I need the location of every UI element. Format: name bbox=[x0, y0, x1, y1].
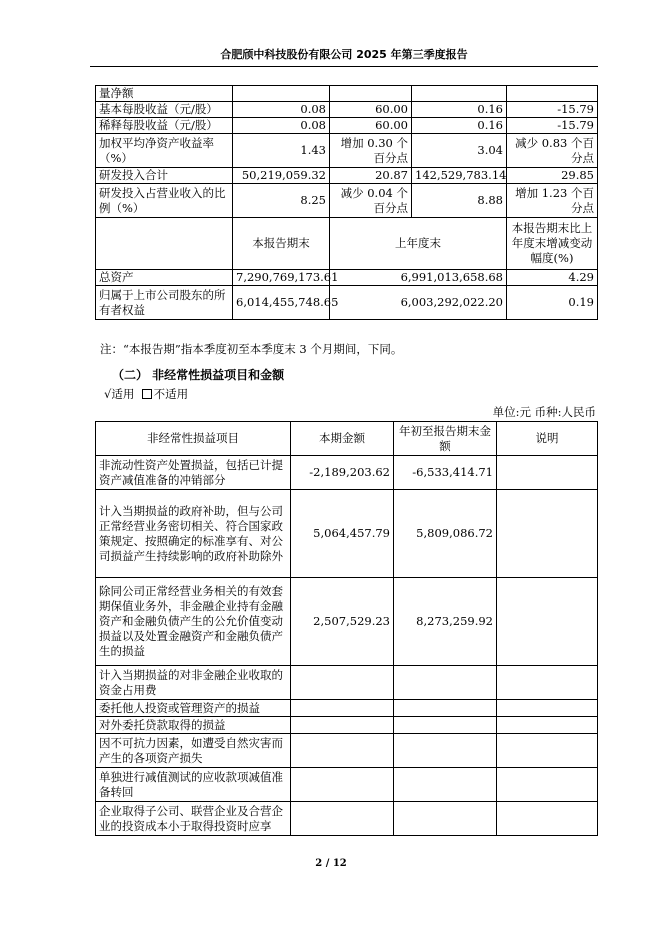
cell: 50,219,059.32 bbox=[233, 168, 330, 184]
table-row bbox=[96, 802, 598, 836]
table-header-row bbox=[96, 422, 598, 456]
cell bbox=[497, 717, 598, 734]
row-label: 总资产 bbox=[96, 270, 233, 286]
cell: 20.87 bbox=[330, 168, 412, 184]
cell: 6,003,292,022.20 bbox=[330, 286, 507, 320]
page-number: 2 / 12 bbox=[315, 858, 347, 869]
cell bbox=[233, 86, 330, 102]
item-cell: 委托他人投资或管理资产的损益 bbox=[96, 700, 291, 717]
column-header-note: 说明 bbox=[497, 422, 598, 456]
not-applicable-label: 不适用 bbox=[153, 387, 189, 401]
cell: 2,507,529.23 bbox=[291, 578, 394, 666]
cell: 5,064,457.79 bbox=[291, 490, 394, 578]
financial-indicators-table bbox=[95, 85, 598, 320]
cell bbox=[291, 717, 394, 734]
cell bbox=[96, 218, 233, 270]
cell bbox=[507, 86, 598, 102]
cell bbox=[497, 666, 598, 700]
cell bbox=[291, 802, 394, 836]
column-header-change: 本报告期末比上年度末增减变动幅度(%) bbox=[507, 218, 598, 270]
cell bbox=[497, 578, 598, 666]
table-note: 注：“本报告期”指本季度初至本季度末 3 个月期间，下同。 bbox=[100, 342, 403, 356]
cell: 7,290,769,173.61 bbox=[233, 270, 330, 286]
cell: 减少 0.04 个百分点 bbox=[330, 184, 412, 218]
item-cell: 计入当期损益的对非金融企业收取的资金占用费 bbox=[96, 666, 291, 700]
item-cell: 企业取得子公司、联营企业及合营企业的投资成本小于取得投资时应享 bbox=[96, 802, 291, 836]
cell: 0.16 bbox=[412, 118, 507, 134]
cell bbox=[394, 666, 497, 700]
table-row bbox=[96, 456, 598, 490]
item-cell: 单独进行减值测试的应收款项减值准备转回 bbox=[96, 768, 291, 802]
row-label: 量净额 bbox=[96, 86, 233, 102]
cell: -6,533,414.71 bbox=[394, 456, 497, 490]
cell: 减少 0.83 个百分点 bbox=[507, 134, 598, 168]
table-row bbox=[96, 134, 598, 168]
table-row bbox=[96, 717, 598, 734]
non-recurring-items-table bbox=[95, 421, 598, 836]
row-label: 基本每股收益（元/股） bbox=[96, 102, 233, 118]
cell bbox=[497, 734, 598, 768]
cell: 3.04 bbox=[412, 134, 507, 168]
cell bbox=[291, 768, 394, 802]
column-header-prior: 上年度末 bbox=[330, 218, 507, 270]
cell bbox=[394, 768, 497, 802]
table-row bbox=[96, 768, 598, 802]
cell: 0.08 bbox=[233, 102, 330, 118]
cell bbox=[394, 717, 497, 734]
cell: 29.85 bbox=[507, 168, 598, 184]
table-row bbox=[96, 286, 598, 320]
table-row bbox=[96, 734, 598, 768]
cell: 5,809,086.72 bbox=[394, 490, 497, 578]
item-cell: 对外委托贷款取得的损益 bbox=[96, 717, 291, 734]
cell bbox=[497, 490, 598, 578]
table-row bbox=[96, 578, 598, 666]
cell: 6,014,455,748.65 bbox=[233, 286, 330, 320]
table-row bbox=[96, 490, 598, 578]
column-header-current: 本期金额 bbox=[291, 422, 394, 456]
cell bbox=[497, 700, 598, 717]
cell: 0.19 bbox=[507, 286, 598, 320]
cell bbox=[330, 86, 412, 102]
item-cell: 除同公司正常经营业务相关的有效套期保值业务外，非金融企业持有金融资产和金融负债产生的公允价值变动损益以及处置金融资产和金融负债产生的损益 bbox=[96, 578, 291, 666]
cell: 0.16 bbox=[412, 102, 507, 118]
cell bbox=[394, 700, 497, 717]
cell: 0.08 bbox=[233, 118, 330, 134]
item-cell: 非流动性资产处置损益，包括已计提资产减值准备的冲销部分 bbox=[96, 456, 291, 490]
column-header-item: 非经常性损益项目 bbox=[96, 422, 291, 456]
column-header-current: 本报告期末 bbox=[233, 218, 330, 270]
row-label: 归属于上市公司股东的所有者权益 bbox=[96, 286, 233, 320]
cell: 1.43 bbox=[233, 134, 330, 168]
applicable-checked-label: √适用 bbox=[104, 387, 135, 401]
table-row bbox=[96, 270, 598, 286]
table-row bbox=[96, 168, 598, 184]
applicability-options bbox=[104, 386, 188, 402]
page-header: 合肥颀中科技股份有限公司 2025 年第三季度报告 bbox=[90, 46, 598, 67]
table-row bbox=[96, 700, 598, 717]
cell: 142,529,783.14 bbox=[412, 168, 507, 184]
cell: 8.88 bbox=[412, 184, 507, 218]
cell: -15.79 bbox=[507, 118, 598, 134]
cell bbox=[291, 734, 394, 768]
row-label: 研发投入合计 bbox=[96, 168, 233, 184]
item-cell: 计入当期损益的政府补助，但与公司正常经营业务密切相关、符合国家政策规定、按照确定的标准享有、对公司损益产生持续影响的政府补助除外 bbox=[96, 490, 291, 578]
cell: 增加 1.23 个百分点 bbox=[507, 184, 598, 218]
row-label: 加权平均净资产收益率（%） bbox=[96, 134, 233, 168]
cell bbox=[412, 86, 507, 102]
cell bbox=[291, 700, 394, 717]
table-row bbox=[96, 666, 598, 700]
row-label: 研发投入占营业收入的比例（%） bbox=[96, 184, 233, 218]
table-subheader-row bbox=[96, 218, 598, 270]
cell bbox=[497, 802, 598, 836]
cell bbox=[497, 768, 598, 802]
checkbox-icon bbox=[142, 389, 152, 399]
unit-line: 单位:元 币种:人民币 bbox=[492, 405, 596, 419]
cell: -2,189,203.62 bbox=[291, 456, 394, 490]
section-title: （二） 非经常性损益项目和金额 bbox=[112, 368, 285, 382]
cell bbox=[497, 456, 598, 490]
cell: 60.00 bbox=[330, 118, 412, 134]
cell: 增加 0.30 个百分点 bbox=[330, 134, 412, 168]
table-row bbox=[96, 184, 598, 218]
cell bbox=[394, 802, 497, 836]
cell: 4.29 bbox=[507, 270, 598, 286]
cell: 8,273,259.92 bbox=[394, 578, 497, 666]
cell: 8.25 bbox=[233, 184, 330, 218]
row-label: 稀释每股收益（元/股） bbox=[96, 118, 233, 134]
cell bbox=[394, 734, 497, 768]
cell: 60.00 bbox=[330, 102, 412, 118]
table-row bbox=[96, 86, 598, 102]
table-row bbox=[96, 118, 598, 134]
column-header-ytd: 年初至报告期末金额 bbox=[394, 422, 497, 456]
cell: 6,991,013,658.68 bbox=[330, 270, 507, 286]
cell: -15.79 bbox=[507, 102, 598, 118]
table-row bbox=[96, 102, 598, 118]
item-cell: 因不可抗力因素，如遭受自然灾害而产生的各项资产损失 bbox=[96, 734, 291, 768]
cell bbox=[291, 666, 394, 700]
